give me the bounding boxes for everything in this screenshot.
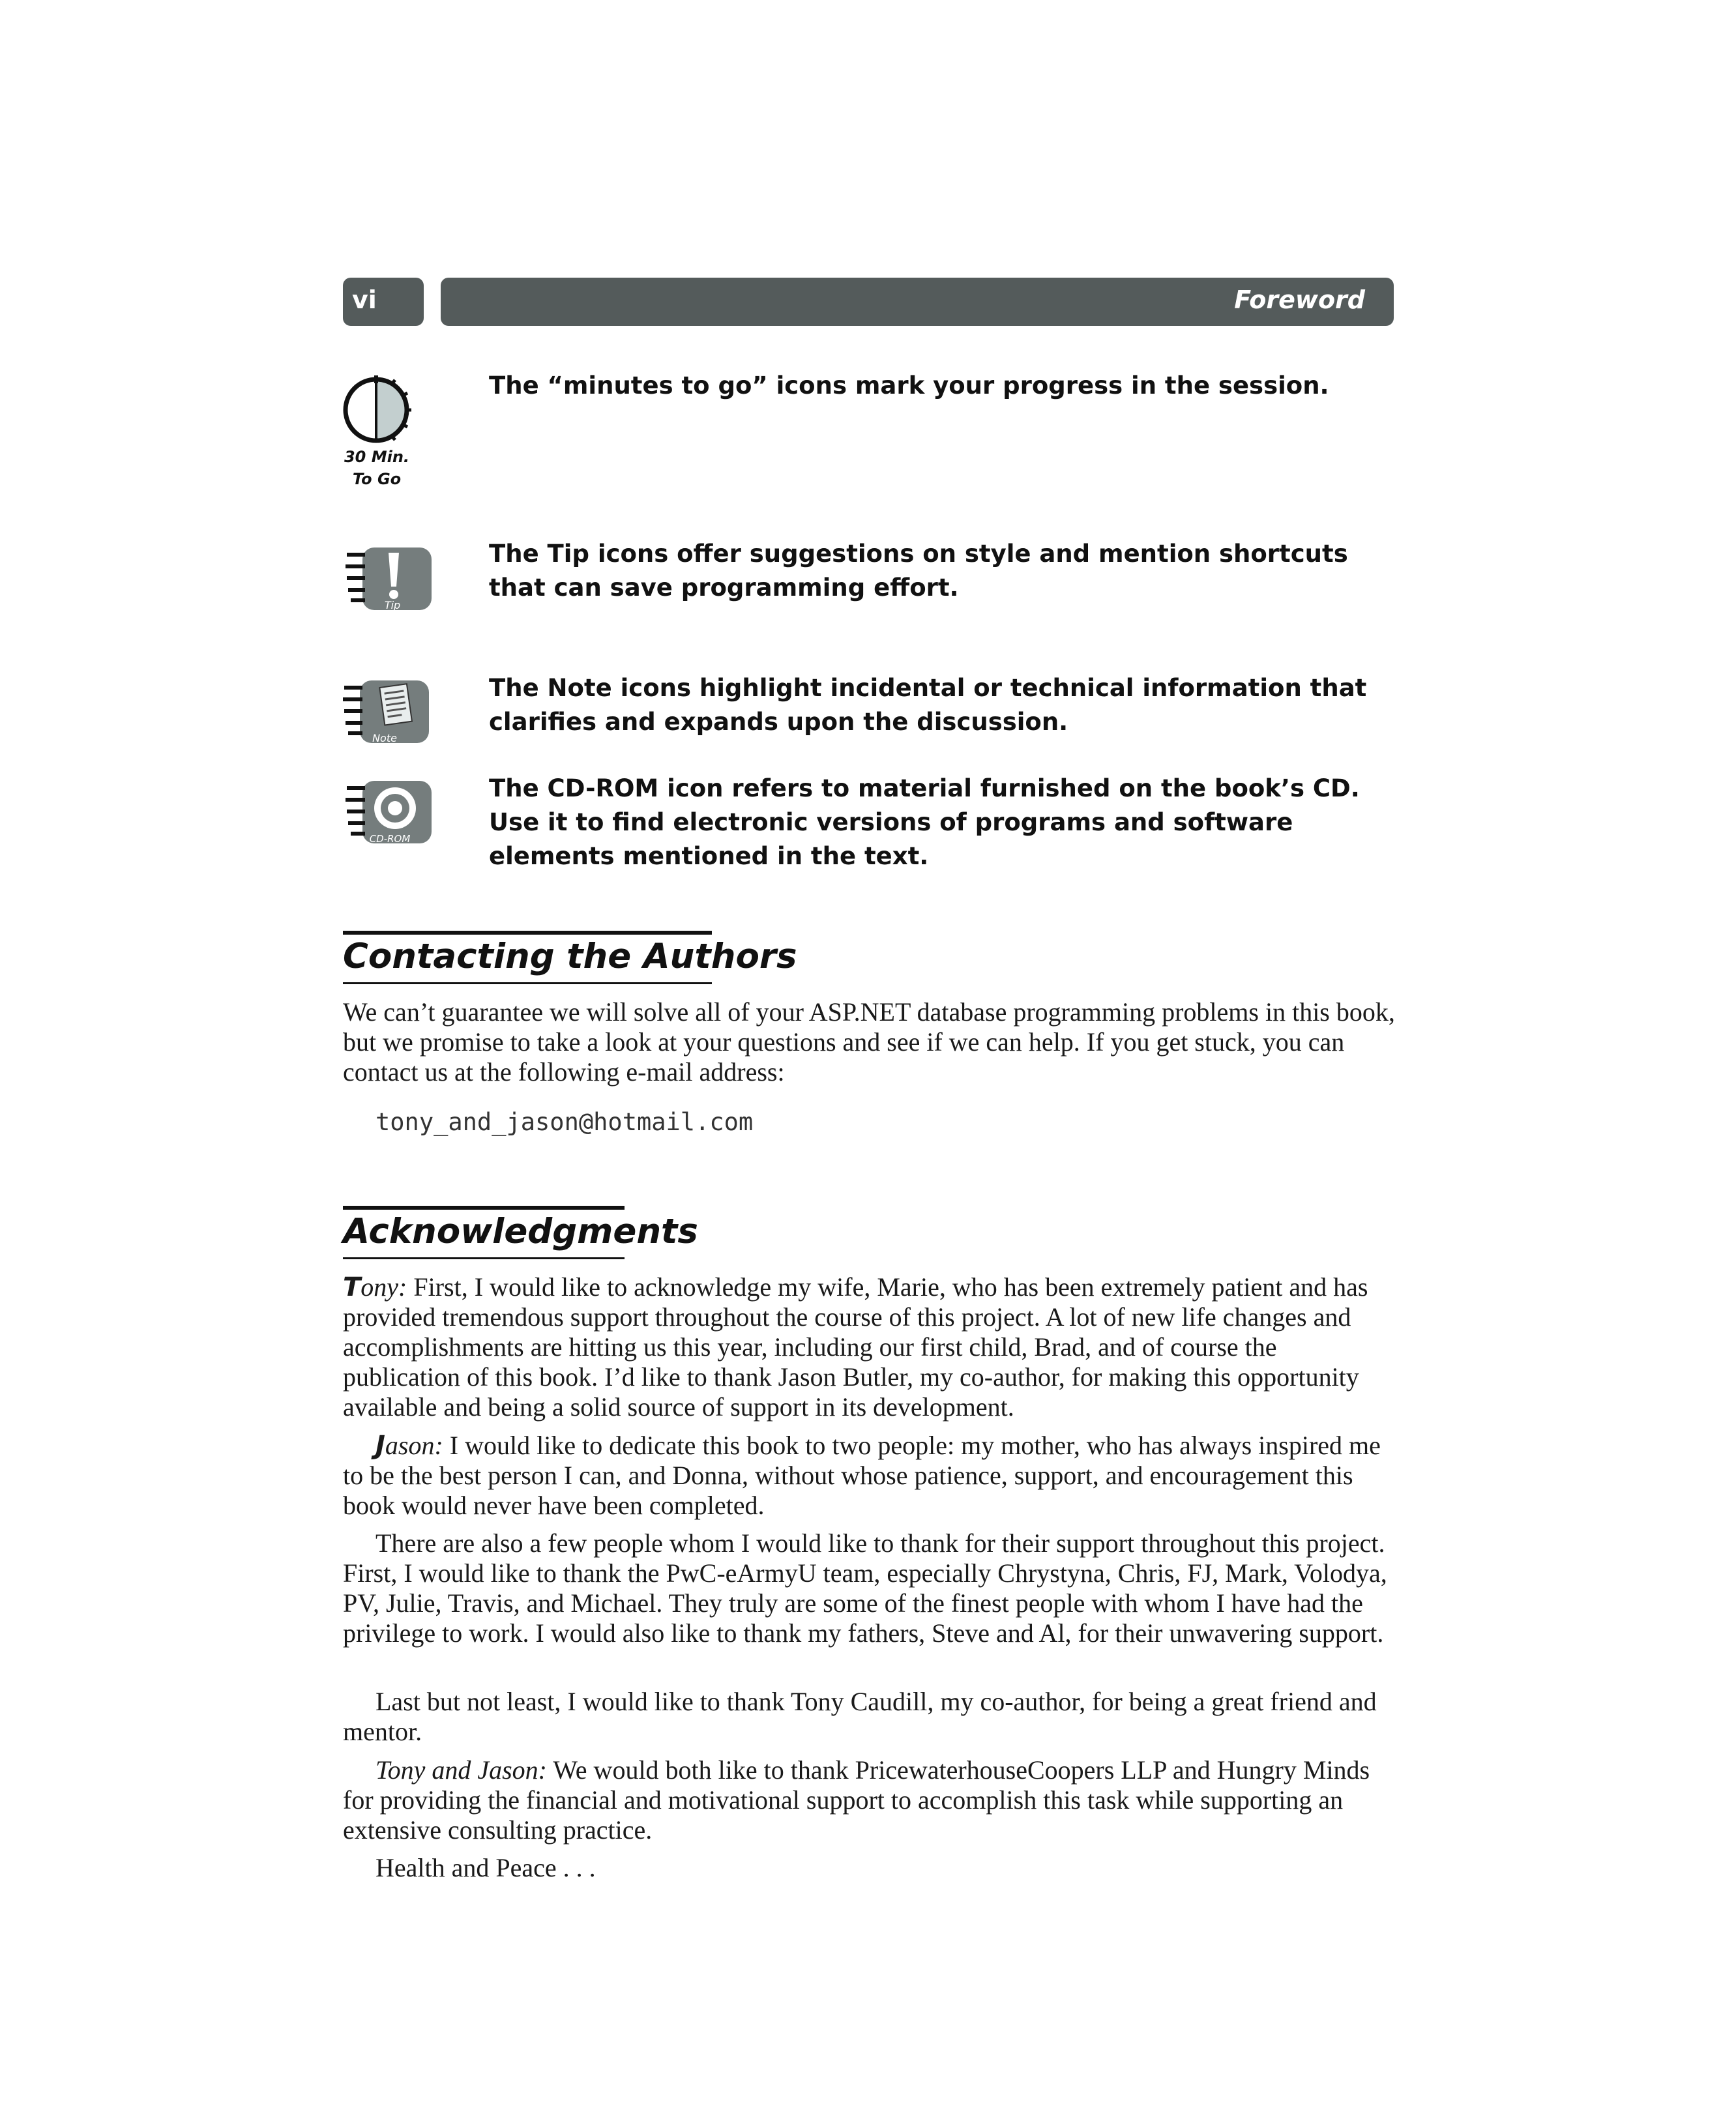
ack-paragraph-tony	[343, 1272, 1399, 1422]
contact-heading: Contacting the Authors	[343, 937, 797, 976]
note-icon	[340, 677, 432, 748]
contact-heading-rule-bottom	[343, 982, 712, 984]
ack-tony-text: First, I would like to acknowledge my wife, Marie, who has been extremely patient and has provided tremendous support throughout the course of this project. A lot of new life changes and accomplishments are hitting us this year, including our first child, Brad, and of course the publication of this book. I’d like to thank Jason Butler, my co-author, for making this opportunity available and being a solid source of support in its development.	[343, 1272, 1368, 1422]
page-number: vi	[352, 285, 377, 314]
note-icon-label: Note	[372, 732, 397, 744]
contact-paragraph: We can’t guarantee we will solve all of your ASP.NET database programming problems in this book, but we promise to take a look at your questions and see if we can help. If you get stuck, you can contact us at the following e-mail address:	[343, 997, 1395, 1087]
clock-caption-line2: To Go	[352, 470, 402, 488]
ack-jason-lead: ason:	[385, 1431, 443, 1460]
acknowledgments-heading: Acknowledgments	[343, 1212, 698, 1251]
page-number-tab	[343, 278, 424, 326]
ack-jason-initial: J	[375, 1431, 385, 1461]
note-legend-text: The Note icons highlight incidental or technical information that clarifies and expands upon the discussion.	[489, 674, 1367, 736]
ack-tony-lead: ony:	[360, 1272, 407, 1302]
cd-rom-icon	[343, 777, 434, 849]
clock-caption-line1: 30 Min.	[344, 448, 410, 466]
tip-icon-label: Tip	[384, 599, 401, 611]
clock-caption	[338, 446, 416, 490]
acknowledgments-heading-rule-bottom	[343, 1257, 625, 1259]
contact-heading-rule-top	[343, 931, 712, 935]
ack-both-lead: Tony and Jason:	[375, 1755, 547, 1785]
ack-paragraph-thanks: There are also a few people whom I would like to thank for their support throughout this project. First, I would like to thank the PwC-eArmyU team, especially Chrystyna, Chris, FJ, Mark, Volodya, PV, Julie, Travis, and Michael. They truly are some of the finest people with whom I have had the privilege to work. I would also like to thank my fathers, Steve and Al, for their unwavering support.	[343, 1528, 1387, 1648]
clock-legend-text: The “minutes to go” icons mark your progress in the session.	[489, 372, 1329, 400]
running-header-title: Foreword	[1234, 285, 1365, 314]
contact-email: tony_and_jason@hotmail.com	[375, 1108, 754, 1136]
ack-tony-initial: T	[343, 1272, 361, 1302]
running-header-tab	[441, 278, 1394, 326]
ack-paragraph-last: Last but not least, I would like to thank Tony Caudill, my co-author, for being a great friend and mentor.	[343, 1687, 1377, 1746]
cd-rom-icon-label: CD-ROM	[369, 833, 411, 845]
ack-closing: Health and Peace . . .	[375, 1853, 596, 1882]
ack-jason-text: I would like to dedicate this book to two people: my mother, who has always inspired me to be the best person I can, and Donna, without whose patience, support, and encouragement this book would never have been completed.	[343, 1431, 1381, 1520]
ack-paragraph-jason	[343, 1431, 1399, 1521]
cd-rom-legend-text: The CD-ROM icon refers to material furnished on the book’s CD. Use it to find electronic versions of programs and software elements mentioned in the text.	[489, 774, 1360, 870]
acknowledgments-heading-rule-top	[343, 1206, 625, 1210]
ack-paragraph-both	[343, 1755, 1399, 1845]
clock-icon	[340, 374, 412, 446]
ack-both-text: We would both like to thank PricewaterhouseCoopers LLP and Hungry Minds for providing the financial and motivational support to accomplish this task while supporting an extensive consulting practice.	[343, 1755, 1370, 1845]
tip-icon	[343, 544, 434, 615]
tip-legend-text: The Tip icons offer suggestions on style and mention shortcuts that can save programming effort.	[489, 540, 1348, 602]
